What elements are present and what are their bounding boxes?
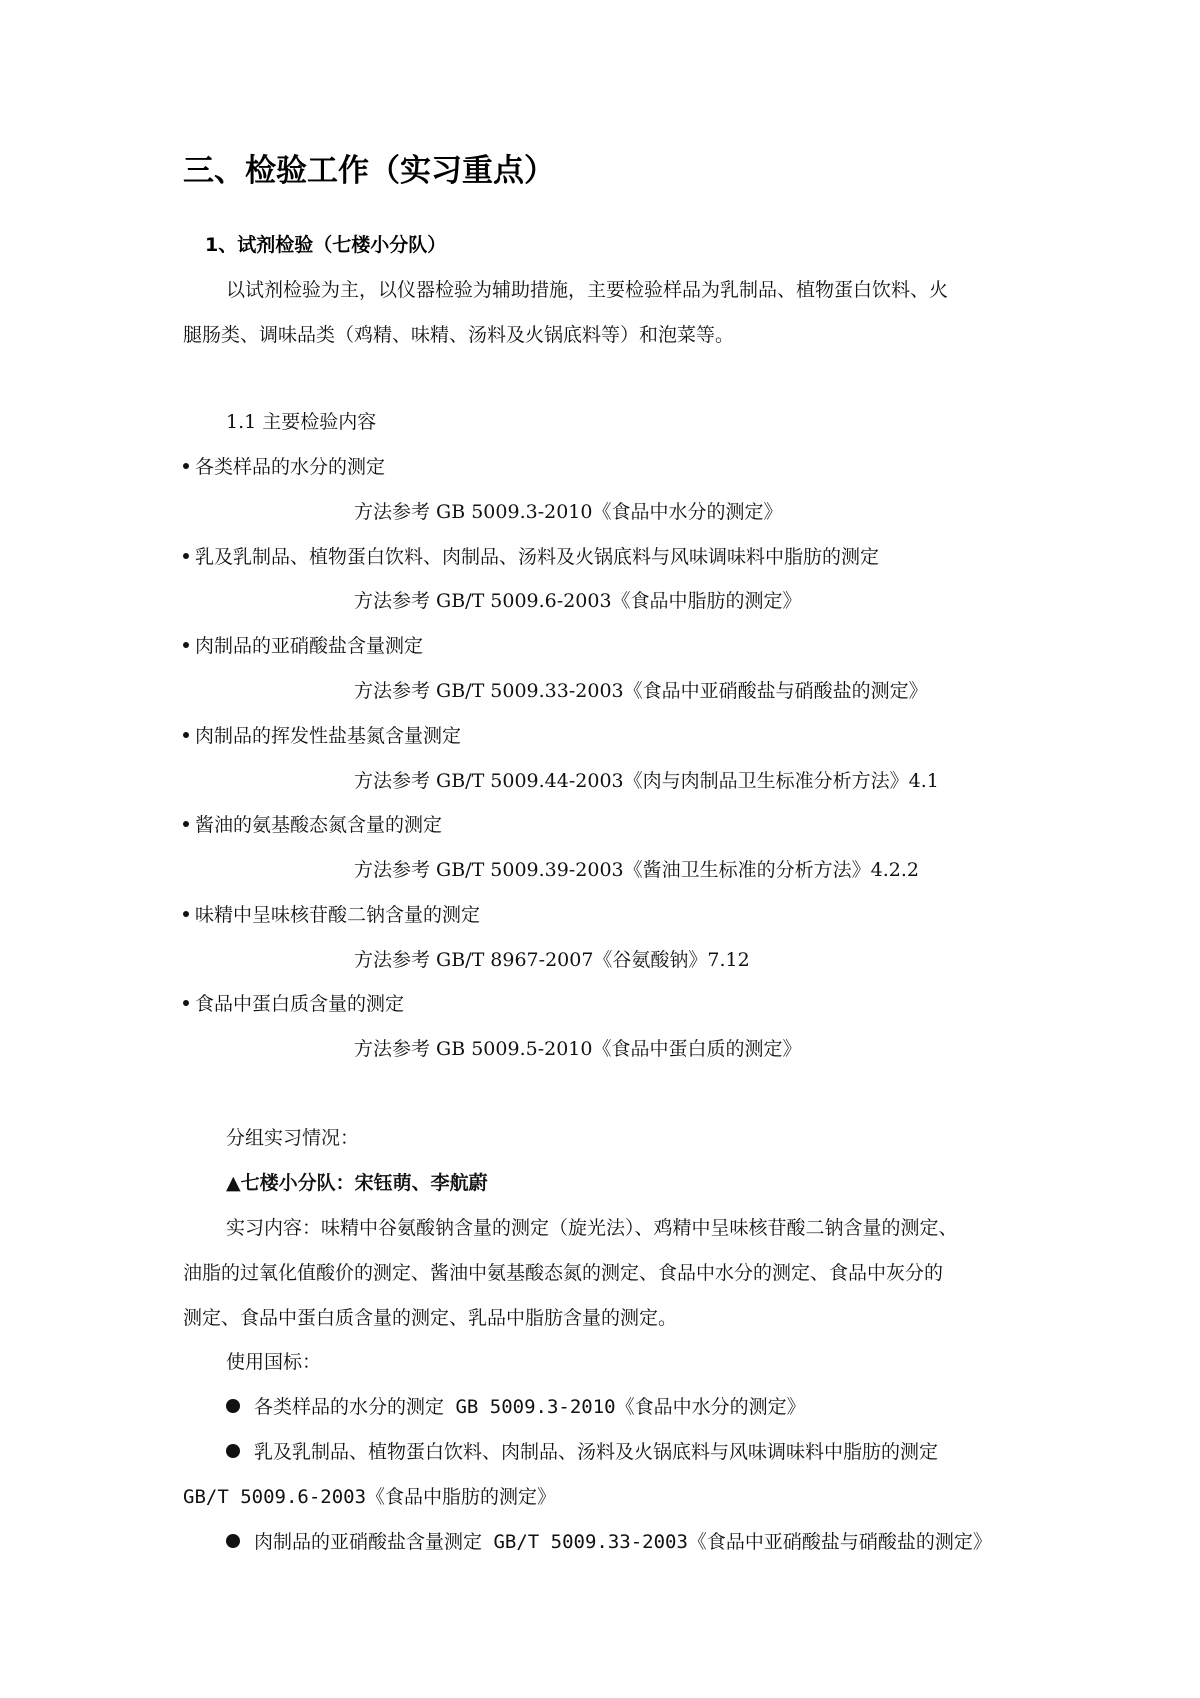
group-label: 分组实习情况： bbox=[226, 1127, 360, 1149]
team-line: ▲七楼小分队：宋钰萌、李航蔚 bbox=[226, 1172, 488, 1194]
item-method: 方法参考 GB 5009.5-2010《食品中蛋白质的测定》 bbox=[354, 1038, 802, 1060]
content-heading: 1.1 主要检验内容 bbox=[226, 411, 377, 433]
standard-text-continued: GB/T 5009.6-2003《食品中脂肪的测定》 bbox=[183, 1486, 557, 1508]
standard-text: 各类样品的水分的测定 GB 5009.3-2010《食品中水分的测定》 bbox=[254, 1396, 806, 1418]
item-title: 乳及乳制品、植物蛋白饮料、肉制品、汤料及火锅底料与风味调味料中脂肪的测定 bbox=[195, 546, 880, 568]
bullet-icon bbox=[183, 732, 189, 738]
standard-item bbox=[226, 1398, 806, 1417]
item-method: 方法参考 GB/T 5009.44-2003《肉与肉制品卫生标准分析方法》4.1 bbox=[354, 770, 939, 792]
practice-paragraph-line: 测定、食品中蛋白质含量的测定、乳品中脂肪含量的测定。 bbox=[183, 1307, 678, 1329]
bullet-icon bbox=[183, 463, 189, 469]
item-method: 方法参考 GB/T 8967-2007《谷氨酸钠》7.12 bbox=[354, 949, 750, 971]
standard-item bbox=[226, 1533, 992, 1552]
practice-paragraph-line: 实习内容：味精中谷氨酸钠含量的测定（旋光法）、鸡精中呈味核苷酸二钠含量的测定、 bbox=[226, 1217, 958, 1239]
standard-text: 肉制品的亚硝酸盐含量测定 GB/T 5009.33-2003《食品中亚硝酸盐与硝酸盐的测定》 bbox=[254, 1531, 992, 1553]
item-method: 方法参考 GB/T 5009.33-2003《食品中亚硝酸盐与硝酸盐的测定》 bbox=[354, 680, 928, 702]
bullet-icon bbox=[183, 911, 189, 917]
item-title: 酱油的氨基酸态氮含量的测定 bbox=[195, 814, 443, 836]
item-method: 方法参考 GB/T 5009.39-2003《酱油卫生标准的分析方法》4.2.2 bbox=[354, 859, 919, 881]
list-item bbox=[183, 727, 461, 746]
standard-item bbox=[226, 1443, 938, 1462]
practice-paragraph-line: 油脂的过氧化值酸价的测定、酱油中氨基酸态氮的测定、食品中水分的测定、食品中灰分的 bbox=[183, 1262, 944, 1284]
bullet-icon bbox=[183, 1000, 189, 1006]
list-item bbox=[183, 637, 423, 656]
subsection-title: 1、试剂检验（七楼小分队） bbox=[205, 234, 447, 256]
bullet-icon bbox=[226, 1534, 240, 1548]
item-title: 肉制品的挥发性盐基氮含量测定 bbox=[195, 725, 462, 747]
intro-paragraph-line: 腿肠类、调味品类（鸡精、味精、汤料及火锅底料等）和泡菜等。 bbox=[183, 324, 735, 346]
list-item bbox=[183, 458, 385, 477]
item-title: 食品中蛋白质含量的测定 bbox=[195, 993, 405, 1015]
intro-paragraph-line: 以试剂检验为主，以仪器检验为辅助措施，主要检验样品为乳制品、植物蛋白饮料、火 bbox=[226, 279, 949, 301]
item-title: 各类样品的水分的测定 bbox=[195, 456, 386, 478]
bullet-icon bbox=[226, 1399, 240, 1413]
standard-text: 乳及乳制品、植物蛋白饮料、肉制品、汤料及火锅底料与风味调味料中脂肪的测定 bbox=[254, 1441, 939, 1463]
bullet-icon bbox=[226, 1444, 240, 1458]
list-item bbox=[183, 906, 480, 925]
list-item bbox=[183, 816, 442, 835]
item-title: 肉制品的亚硝酸盐含量测定 bbox=[195, 635, 424, 657]
list-item bbox=[183, 548, 879, 567]
item-method: 方法参考 GB/T 5009.6-2003《食品中脂肪的测定》 bbox=[354, 590, 802, 612]
item-title: 味精中呈味核苷酸二钠含量的测定 bbox=[195, 904, 481, 926]
bullet-icon bbox=[183, 821, 189, 827]
section-title: 三、检验工作（实习重点） bbox=[183, 153, 555, 189]
list-item bbox=[183, 995, 404, 1014]
standards-label: 使用国标： bbox=[226, 1351, 322, 1373]
item-method: 方法参考 GB 5009.3-2010《食品中水分的测定》 bbox=[354, 501, 783, 523]
bullet-icon bbox=[183, 642, 189, 648]
bullet-icon bbox=[183, 553, 189, 559]
